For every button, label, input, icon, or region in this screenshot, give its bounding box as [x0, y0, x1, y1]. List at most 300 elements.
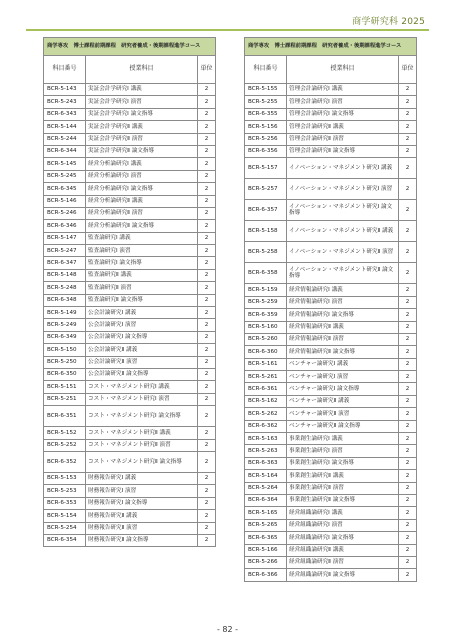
- course-credits: 2: [198, 133, 216, 145]
- course-code: BCR-6-351: [44, 406, 86, 427]
- course-code: BCR-6-347: [44, 257, 86, 269]
- table-row: [44, 344, 216, 356]
- course-code: BCR-6-362: [245, 420, 287, 432]
- table-row: [245, 84, 417, 96]
- course-credits: 2: [198, 183, 216, 195]
- course-subject: イノベーション・マネジメント研究Ⅰ 講義: [287, 158, 399, 179]
- course-credits: 2: [399, 470, 417, 482]
- course-subject: コスト・マネジメント研究Ⅰ 演習: [86, 393, 198, 405]
- course-code: BCR-5-255: [245, 96, 287, 108]
- course-code: BCR-5-158: [245, 221, 287, 242]
- course-code: BCR-5-165: [245, 507, 287, 519]
- course-code: BCR-6-356: [245, 145, 287, 157]
- table-row: [44, 158, 216, 170]
- course-subject: 財務報告研究Ⅱ 論文指導: [86, 534, 198, 546]
- course-code: BCR-6-344: [44, 145, 86, 157]
- course-subject: 公会計論研究Ⅱ 論文指導: [86, 368, 198, 380]
- table-row: [44, 381, 216, 393]
- course-subject: 経営情報論研究Ⅱ 演習: [287, 333, 399, 345]
- table-row: [44, 472, 216, 484]
- course-credits: 2: [399, 371, 417, 383]
- table-row: [245, 482, 417, 494]
- course-credits: 2: [399, 296, 417, 308]
- course-code: BCR-6-364: [245, 494, 287, 506]
- course-subject: 経営分析論研究Ⅱ 講義: [86, 195, 198, 207]
- course-subject: 監査論研究Ⅰ 演習: [86, 245, 198, 257]
- course-credits: 2: [198, 510, 216, 522]
- course-subject: 経営組織論研究Ⅱ 論文指導: [287, 569, 399, 581]
- course-code: BCR-5-155: [245, 84, 287, 96]
- course-code: BCR-5-143: [44, 84, 86, 96]
- course-credits: 2: [198, 170, 216, 182]
- course-code: BCR-5-264: [245, 482, 287, 494]
- course-subject: 実証会計学研究Ⅰ 演習: [86, 96, 198, 108]
- course-credits: 2: [198, 282, 216, 294]
- table-row: [245, 532, 417, 544]
- table-row: [44, 497, 216, 509]
- table-row: [44, 331, 216, 343]
- table-row: [44, 84, 216, 96]
- course-code: BCR-5-251: [44, 393, 86, 405]
- course-code: BCR-5-260: [245, 333, 287, 345]
- course-subject: 経営分析論研究Ⅱ 論文指導: [86, 220, 198, 232]
- course-subject: 実証会計学研究Ⅱ 演習: [86, 133, 198, 145]
- table-caption: 商学専攻 博士課程前期課程 研究者養成・後期課程進学コース: [44, 38, 216, 56]
- column-header-subject: 授業科目: [86, 56, 198, 84]
- table-row: [44, 145, 216, 157]
- course-credits: 2: [399, 321, 417, 333]
- course-code: BCR-5-252: [44, 439, 86, 451]
- course-subject: イノベーション・マネジメント研究Ⅱ 論文指導: [287, 263, 399, 284]
- course-code: BCR-6-361: [245, 383, 287, 395]
- course-credits: 2: [399, 482, 417, 494]
- course-subject: ベンチャー論研究Ⅱ 演習: [287, 408, 399, 420]
- course-credits: 2: [399, 532, 417, 544]
- table-row: [245, 221, 417, 242]
- course-subject: 実証会計学研究Ⅱ 講義: [86, 121, 198, 133]
- course-subject: 財務報告研究Ⅰ 演習: [86, 485, 198, 497]
- course-code: BCR-5-253: [44, 485, 86, 497]
- table-row: [44, 307, 216, 319]
- course-credits: 2: [399, 84, 417, 96]
- course-credits: 2: [399, 507, 417, 519]
- course-subject: 財務報告研究Ⅰ 論文指導: [86, 497, 198, 509]
- table-row: [245, 145, 417, 157]
- course-subject: 実証会計学研究Ⅰ 講義: [86, 84, 198, 96]
- course-subject: 監査論研究Ⅱ 演習: [86, 282, 198, 294]
- course-subject: 監査論研究Ⅰ 講義: [86, 232, 198, 244]
- table-row: [245, 346, 417, 358]
- course-code: BCR-5-265: [245, 519, 287, 531]
- course-subject: 監査論研究Ⅰ 論文指導: [86, 257, 198, 269]
- course-code: BCR-6-355: [245, 108, 287, 120]
- course-credits: 2: [198, 207, 216, 219]
- course-subject: 財務報告研究Ⅰ 講義: [86, 472, 198, 484]
- column-header-code: 科目番号: [245, 56, 287, 84]
- header-title: 商学研究科 2025: [352, 17, 425, 27]
- course-credits: 2: [198, 220, 216, 232]
- course-credits: 2: [198, 497, 216, 509]
- course-subject: 経営組織論研究Ⅰ 演習: [287, 519, 399, 531]
- course-code: BCR-6-366: [245, 569, 287, 581]
- course-code: BCR-5-156: [245, 121, 287, 133]
- course-credits: 2: [198, 439, 216, 451]
- course-subject: 事業創生論研究Ⅱ 講義: [287, 470, 399, 482]
- course-credits: 2: [198, 393, 216, 405]
- course-subject: ベンチャー論研究Ⅰ 論文指導: [287, 383, 399, 395]
- course-subject: イノベーション・マネジメント研究Ⅰ 論文指導: [287, 200, 399, 221]
- course-subject: 経営組織論研究Ⅱ 演習: [287, 556, 399, 568]
- course-credits: 2: [198, 331, 216, 343]
- course-subject: 経営組織論研究Ⅱ 講義: [287, 544, 399, 556]
- table-row: [245, 284, 417, 296]
- course-code: BCR-5-254: [44, 522, 86, 534]
- course-credits: 2: [198, 472, 216, 484]
- header-rule: [26, 29, 429, 31]
- course-code: BCR-6-358: [245, 263, 287, 284]
- course-subject: 事業創生論研究Ⅰ 演習: [287, 445, 399, 457]
- course-subject: 経営情報論研究Ⅰ 講義: [287, 284, 399, 296]
- table-row: [245, 470, 417, 482]
- course-credits: 2: [399, 96, 417, 108]
- course-code: BCR-5-250: [44, 356, 86, 368]
- course-code: BCR-5-162: [245, 395, 287, 407]
- table-row: [44, 220, 216, 232]
- course-credits: 2: [198, 158, 216, 170]
- table-row: [245, 242, 417, 263]
- course-credits: 2: [399, 395, 417, 407]
- table-row: [245, 108, 417, 120]
- course-credits: 2: [198, 307, 216, 319]
- course-subject: 公会計論研究Ⅱ 講義: [86, 344, 198, 356]
- table-row: [245, 457, 417, 469]
- column-header-subject: 授業科目: [287, 56, 399, 84]
- table-row: [245, 383, 417, 395]
- course-code: BCR-5-164: [245, 470, 287, 482]
- course-credits: 2: [399, 179, 417, 200]
- course-subject: 財務報告研究Ⅱ 講義: [86, 510, 198, 522]
- course-credits: 2: [198, 485, 216, 497]
- course-code: BCR-5-248: [44, 282, 86, 294]
- course-table-right: [244, 37, 417, 582]
- course-credits: 2: [399, 556, 417, 568]
- course-subject: コスト・マネジメント研究Ⅱ 論文指導: [86, 451, 198, 472]
- table-row: [245, 433, 417, 445]
- course-credits: 2: [198, 319, 216, 331]
- table-row: [245, 395, 417, 407]
- course-credits: 2: [198, 269, 216, 281]
- course-subject: コスト・マネジメント研究Ⅰ 論文指導: [86, 406, 198, 427]
- course-credits: 2: [198, 356, 216, 368]
- course-code: BCR-5-148: [44, 269, 86, 281]
- table-row: [44, 257, 216, 269]
- table-row: [245, 179, 417, 200]
- course-credits: 2: [399, 358, 417, 370]
- course-credits: 2: [198, 427, 216, 439]
- course-code: BCR-6-352: [44, 451, 86, 472]
- course-code: BCR-5-262: [245, 408, 287, 420]
- table-row: [44, 368, 216, 380]
- course-credits: 2: [198, 344, 216, 356]
- table-row: [245, 96, 417, 108]
- course-subject: 管理会計論研究Ⅱ 演習: [287, 133, 399, 145]
- course-credits: 2: [198, 245, 216, 257]
- table-row: [44, 133, 216, 145]
- course-code: BCR-5-263: [245, 445, 287, 457]
- course-credits: 2: [198, 121, 216, 133]
- course-credits: 2: [399, 494, 417, 506]
- table-row: [44, 195, 216, 207]
- course-credits: 2: [399, 383, 417, 395]
- table-row: [44, 282, 216, 294]
- course-code: BCR-5-246: [44, 207, 86, 219]
- table-row: [245, 556, 417, 568]
- course-subject: 事業創生論研究Ⅱ 演習: [287, 482, 399, 494]
- course-code: BCR-5-151: [44, 381, 86, 393]
- course-credits: 2: [399, 263, 417, 284]
- course-subject: 事業創生論研究Ⅱ 論文指導: [287, 494, 399, 506]
- course-credits: 2: [198, 294, 216, 306]
- table-row: [245, 133, 417, 145]
- course-credits: 2: [198, 534, 216, 546]
- course-code: BCR-6-349: [44, 331, 86, 343]
- course-subject: 事業創生論研究Ⅰ 論文指導: [287, 457, 399, 469]
- course-subject: 経営組織論研究Ⅰ 講義: [287, 507, 399, 519]
- course-table-left: [43, 37, 216, 547]
- course-credits: 2: [198, 232, 216, 244]
- table-row: [44, 451, 216, 472]
- table-row: [245, 507, 417, 519]
- table-row: [44, 269, 216, 281]
- course-subject: コスト・マネジメント研究Ⅱ 講義: [86, 427, 198, 439]
- course-subject: 監査論研究Ⅱ 講義: [86, 269, 198, 281]
- course-code: BCR-6-343: [44, 108, 86, 120]
- course-code: BCR-5-160: [245, 321, 287, 333]
- course-code: BCR-6-345: [44, 183, 86, 195]
- course-code: BCR-5-259: [245, 296, 287, 308]
- table-row: [44, 510, 216, 522]
- table-caption: 商学専攻 博士課程前期課程 研究者養成・後期課程進学コース: [245, 38, 417, 56]
- course-code: BCR-5-161: [245, 358, 287, 370]
- course-credits: 2: [399, 200, 417, 221]
- table-row: [44, 485, 216, 497]
- course-subject: 実証会計学研究Ⅱ 論文指導: [86, 145, 198, 157]
- table-row: [44, 232, 216, 244]
- course-credits: 2: [198, 368, 216, 380]
- course-code: BCR-5-145: [44, 158, 86, 170]
- course-subject: ベンチャー論研究Ⅰ 講義: [287, 358, 399, 370]
- course-credits: 2: [399, 108, 417, 120]
- course-subject: 公会計論研究Ⅰ 演習: [86, 319, 198, 331]
- course-subject: 経営情報論研究Ⅱ 講義: [287, 321, 399, 333]
- course-credits: 2: [399, 408, 417, 420]
- course-subject: 監査論研究Ⅱ 論文指導: [86, 294, 198, 306]
- course-subject: イノベーション・マネジメント研究Ⅱ 演習: [287, 242, 399, 263]
- course-subject: 経営情報論研究Ⅱ 論文指導: [287, 346, 399, 358]
- table-row: [44, 406, 216, 427]
- course-subject: コスト・マネジメント研究Ⅰ 講義: [86, 381, 198, 393]
- course-credits: 2: [198, 108, 216, 120]
- course-code: BCR-5-150: [44, 344, 86, 356]
- course-code: BCR-6-359: [245, 309, 287, 321]
- course-code: BCR-6-346: [44, 220, 86, 232]
- course-code: BCR-5-245: [44, 170, 86, 182]
- table-row: [245, 358, 417, 370]
- course-code: BCR-6-348: [44, 294, 86, 306]
- table-row: [44, 96, 216, 108]
- table-row: [245, 309, 417, 321]
- column-header-credits: 単位: [399, 56, 417, 84]
- column-header-code: 科目番号: [44, 56, 86, 84]
- table-row: [44, 319, 216, 331]
- table-row: [245, 445, 417, 457]
- table-row: [245, 121, 417, 133]
- course-credits: 2: [399, 457, 417, 469]
- table-row: [245, 494, 417, 506]
- course-credits: 2: [198, 406, 216, 427]
- course-credits: 2: [399, 445, 417, 457]
- table-row: [44, 522, 216, 534]
- course-code: BCR-6-354: [44, 534, 86, 546]
- course-subject: コスト・マネジメント研究Ⅱ 演習: [86, 439, 198, 451]
- table-row: [245, 371, 417, 383]
- course-credits: 2: [198, 522, 216, 534]
- course-code: BCR-5-157: [245, 158, 287, 179]
- table-row: [44, 183, 216, 195]
- course-credits: 2: [399, 433, 417, 445]
- course-code: BCR-6-363: [245, 457, 287, 469]
- course-subject: 経営分析論研究Ⅰ 論文指導: [86, 183, 198, 195]
- course-subject: 経営分析論研究Ⅰ 演習: [86, 170, 198, 182]
- table-row: [245, 296, 417, 308]
- course-code: BCR-6-360: [245, 346, 287, 358]
- course-code: BCR-5-244: [44, 133, 86, 145]
- table-row: [44, 393, 216, 405]
- course-credits: 2: [399, 519, 417, 531]
- course-credits: 2: [198, 257, 216, 269]
- course-credits: 2: [399, 420, 417, 432]
- page-number: - 82 -: [216, 625, 239, 634]
- course-subject: 公会計論研究Ⅰ 講義: [86, 307, 198, 319]
- table-row: [44, 170, 216, 182]
- table-row: [245, 321, 417, 333]
- course-credits: 2: [399, 544, 417, 556]
- course-credits: 2: [198, 145, 216, 157]
- course-credits: 2: [399, 333, 417, 345]
- course-subject: 管理会計論研究Ⅰ 講義: [287, 84, 399, 96]
- course-subject: 経営分析論研究Ⅰ 講義: [86, 158, 198, 170]
- table-row: [245, 333, 417, 345]
- course-code: BCR-5-149: [44, 307, 86, 319]
- course-subject: 公会計論研究Ⅰ 論文指導: [86, 331, 198, 343]
- course-credits: 2: [399, 284, 417, 296]
- course-code: BCR-5-147: [44, 232, 86, 244]
- course-credits: 2: [399, 309, 417, 321]
- table-row: [245, 544, 417, 556]
- course-credits: 2: [399, 242, 417, 263]
- course-code: BCR-6-350: [44, 368, 86, 380]
- table-row: [245, 420, 417, 432]
- course-credits: 2: [399, 346, 417, 358]
- course-subject: 実証会計学研究Ⅰ 論文指導: [86, 108, 198, 120]
- course-code: BCR-5-153: [44, 472, 86, 484]
- table-row: [245, 519, 417, 531]
- course-credits: 2: [198, 381, 216, 393]
- course-credits: 2: [198, 96, 216, 108]
- course-code: BCR-5-256: [245, 133, 287, 145]
- table-row: [44, 207, 216, 219]
- table-row: [44, 356, 216, 368]
- table-row: [245, 569, 417, 581]
- course-subject: 管理会計論研究Ⅰ 演習: [287, 96, 399, 108]
- course-subject: 管理会計論研究Ⅰ 論文指導: [287, 108, 399, 120]
- course-code: BCR-5-159: [245, 284, 287, 296]
- course-subject: ベンチャー論研究Ⅱ 論文指導: [287, 420, 399, 432]
- course-code: BCR-5-257: [245, 179, 287, 200]
- course-subject: 管理会計論研究Ⅱ 論文指導: [287, 145, 399, 157]
- table-row: [44, 121, 216, 133]
- course-code: BCR-6-357: [245, 200, 287, 221]
- course-subject: イノベーション・マネジメント研究Ⅰ 演習: [287, 179, 399, 200]
- course-code: BCR-5-243: [44, 96, 86, 108]
- table-row: [245, 408, 417, 420]
- course-code: BCR-5-146: [44, 195, 86, 207]
- course-code: BCR-5-154: [44, 510, 86, 522]
- course-subject: 管理会計論研究Ⅱ 講義: [287, 121, 399, 133]
- table-row: [44, 427, 216, 439]
- course-subject: 事業創生論研究Ⅰ 講義: [287, 433, 399, 445]
- course-code: BCR-6-353: [44, 497, 86, 509]
- course-subject: 経営情報論研究Ⅰ 論文指導: [287, 309, 399, 321]
- table-row: [44, 245, 216, 257]
- column-header-credits: 単位: [198, 56, 216, 84]
- table-row: [44, 294, 216, 306]
- course-subject: イノベーション・マネジメント研究Ⅱ 講義: [287, 221, 399, 242]
- course-code: BCR-6-365: [245, 532, 287, 544]
- course-subject: 経営分析論研究Ⅱ 演習: [86, 207, 198, 219]
- course-code: BCR-5-249: [44, 319, 86, 331]
- course-subject: ベンチャー論研究Ⅰ 演習: [287, 371, 399, 383]
- course-credits: 2: [399, 569, 417, 581]
- course-code: BCR-5-152: [44, 427, 86, 439]
- course-subject: 公会計論研究Ⅱ 演習: [86, 356, 198, 368]
- course-credits: 2: [399, 158, 417, 179]
- course-subject: 経営組織論研究Ⅰ 論文指導: [287, 532, 399, 544]
- course-credits: 2: [399, 121, 417, 133]
- course-code: BCR-5-144: [44, 121, 86, 133]
- table-row: [245, 158, 417, 179]
- table-row: [44, 108, 216, 120]
- course-credits: 2: [198, 84, 216, 96]
- course-credits: 2: [399, 221, 417, 242]
- course-code: BCR-5-261: [245, 371, 287, 383]
- course-credits: 2: [399, 133, 417, 145]
- course-subject: 経営情報論研究Ⅰ 演習: [287, 296, 399, 308]
- course-code: BCR-5-166: [245, 544, 287, 556]
- table-row: [44, 534, 216, 546]
- course-code: BCR-5-163: [245, 433, 287, 445]
- table-row: [245, 200, 417, 221]
- course-subject: 財務報告研究Ⅱ 演習: [86, 522, 198, 534]
- course-code: BCR-5-258: [245, 242, 287, 263]
- course-code: BCR-5-247: [44, 245, 86, 257]
- course-credits: 2: [198, 451, 216, 472]
- course-credits: 2: [198, 195, 216, 207]
- table-row: [245, 263, 417, 284]
- course-code: BCR-5-266: [245, 556, 287, 568]
- table-row: [44, 439, 216, 451]
- course-subject: ベンチャー論研究Ⅱ 講義: [287, 395, 399, 407]
